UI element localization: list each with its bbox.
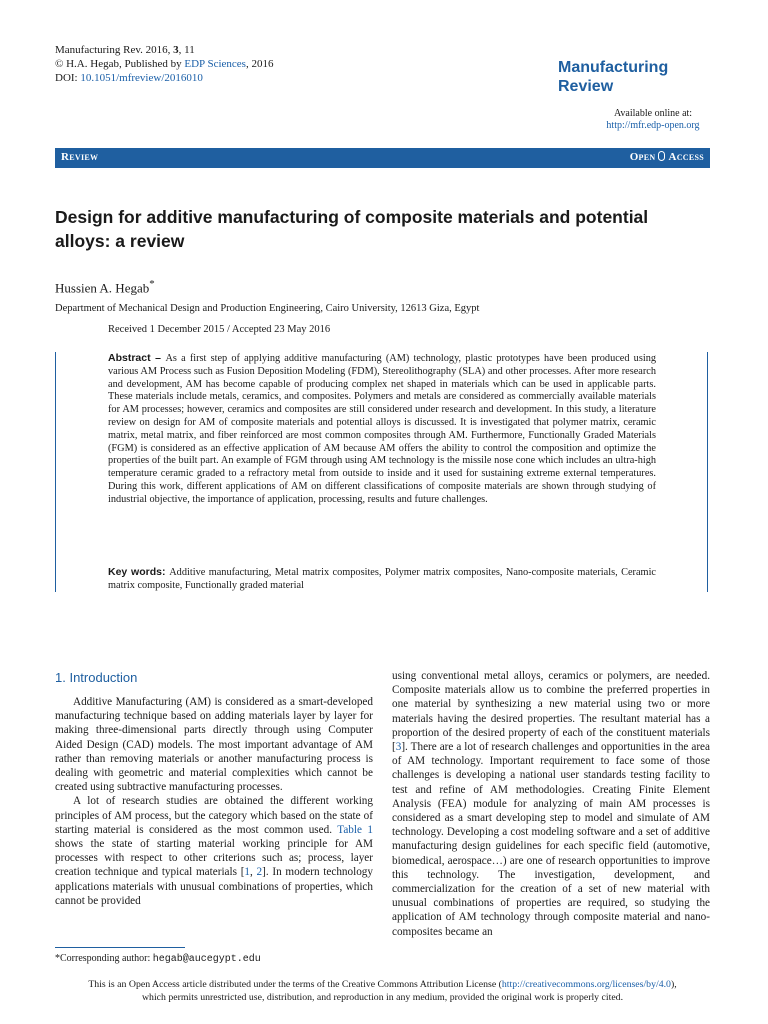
abstract-rule-right xyxy=(707,352,708,592)
article-type-banner xyxy=(55,148,710,168)
keywords: Key words: Additive manufacturing, Metal matrix composites, Polymer matrix composites, Nano-composite materials, Ceramic matrix composite, Functionally graded material xyxy=(108,566,656,591)
keywords-label: Key words: xyxy=(108,566,170,578)
reference-link-1[interactable]: 1 xyxy=(244,866,251,879)
doi-link[interactable]: 10.1051/mfreview/2016010 xyxy=(80,72,203,84)
author-email[interactable]: hegab@aucegypt.edu xyxy=(152,954,261,965)
copyright-line: © H.A. Hegab, Published by EDP Sciences, 2016 xyxy=(55,58,274,70)
section-heading-introduction: 1. Introduction xyxy=(55,670,138,685)
abstract-rule-left xyxy=(55,352,56,592)
paragraph: A lot of research studies are obtained the different working principles of AM process, but the category which based on the state of starting material is considered as the most common used. Table 1 shows the state of starting material working principle for AM processes with respect to other criterions such as; process, layer creation technique and typical materials [1, 2]. In modern technology applications materials with unusual combinations of properties, which cannot be provided xyxy=(55,795,374,907)
citation-line: Manufacturing Rev. 2016, 3, 11 xyxy=(55,44,195,56)
doi-line: DOI: 10.1051/mfreview/2016010 xyxy=(55,72,203,84)
article-title: Design for additive manufacturing of composite materials and potential alloys: a review xyxy=(55,207,649,251)
footnote-rule xyxy=(55,947,185,948)
citation-block xyxy=(55,43,273,85)
license-link[interactable]: http://creativecommons.org/licenses/by/4.0 xyxy=(501,979,671,990)
paragraph: using conventional metal alloys, ceramics or polymers, are needed. Composite materials allow us to combine the preferred properties in one material by synthesizing a new material using two or more materials having the desired properties. The resultant material has a proportion of the desired property of each of the constituent materials [3]. There are a lot of research challenges and opportunities in the area of AM technology. Important requirement to face some of those challenges is developing a national user standards testing facility to test and refine of AM methodologies. Creating Finite Element Analysis (FEA) module for analyzing of main AM processes is considered as a smart developing step to model and simulate of AM technology. Developing a cost modeling software and a set of additive manufacturing design guidelines for each specific field (automotive, biomedical, aerospace…) are one of research opportunities to improve this technology. The investigation, development, and commercialization for the creation of a set of new material with unusual combinations of properties are required, so studying the application of AM technology through composite material and nano-composites became an xyxy=(392,670,710,938)
body-column-right xyxy=(392,669,710,939)
abstract: Abstract – As a first step of applying additive manufacturing (AM) technology, plastic prototypes have been produced using various AM Process such as Fusion Deposition Modeling (FDM), Stereolithography (SLA) and other processes. After more research and development, AM has become capable of producing complex net shaped in materials which can be used in applicable parts. These materials include metals, ceramics, and composites. Polymers and metals are considered as commercially available materials for AM processes; however, ceramics and composites are still considered under research and development. In this study, a literature review on design for AM of composite materials and potential alloys is discussed. It is investigated that polymer matrix, ceramic matrix, metal matrix, and fiber reinforced are most common composites through AM. Furthermore, Functionally Graded Materials (FGM) is considered as an effective application of AM because AM offers the ability to control the composition and optimize the properties of the built part. An example of FGM through using AM technology is the missile nose cone which includes an ultra-high temperature ceramic graded to a refractory metal from outside to inside and it used for sustaining extreme external temperatures. During this work, different applications of AM on different classifications of composite materials are shown through studying of industrial objective, the importance of application, processing, results and future challenges. xyxy=(108,352,656,505)
body-column-left xyxy=(55,695,373,908)
publisher-link[interactable]: EDP Sciences xyxy=(184,58,246,70)
author-name: Hussien A. Hegab* xyxy=(55,278,155,296)
reference-link-3[interactable]: 3 xyxy=(395,741,402,754)
license-notice: This is an Open Access article distributed under the terms of the Creative Commons Attribution License (http://creativecommons.org/licenses/by/4.0), which permits unrestricted use, distribution, and reproduction in any medium, provided the original work is properly cited. xyxy=(88,979,677,1003)
affiliation: Department of Mechanical Design and Production Engineering, Cairo University, 12613 Giza, Egypt xyxy=(55,303,480,314)
journal-logo: Manufacturing Review xyxy=(558,59,669,95)
corresponding-author-footnote: *Corresponding author: hegab@aucegypt.edu xyxy=(55,953,261,965)
open-access-label: Open Access xyxy=(629,151,704,163)
abstract-label: Abstract – xyxy=(108,352,166,364)
availability: Available online at: http://mfr.edp-open.org xyxy=(598,108,708,132)
received-dates: Received 1 December 2015 / Accepted 23 May 2016 xyxy=(108,324,331,335)
open-access-lock-icon xyxy=(658,151,665,161)
author-footnote-mark[interactable]: * xyxy=(149,278,155,290)
article-type-label: Review xyxy=(61,151,99,163)
paragraph: Additive Manufacturing (AM) is considered as a smart-developed manufacturing technique based on adding materials layer by layer for making three-dimensional parts directly through using Computer Aided Design (CAD) models. The most important advantage of AM rather than removing materials or another manufacturing process is dealing with geometric and material complexities which cannot be created using subtractive manufacturing processes. xyxy=(55,696,373,794)
reference-link-2[interactable]: 2 xyxy=(256,866,263,879)
journal-url-link[interactable]: http://mfr.edp-open.org xyxy=(606,120,700,131)
table-1-link[interactable]: Table 1 xyxy=(337,823,374,836)
